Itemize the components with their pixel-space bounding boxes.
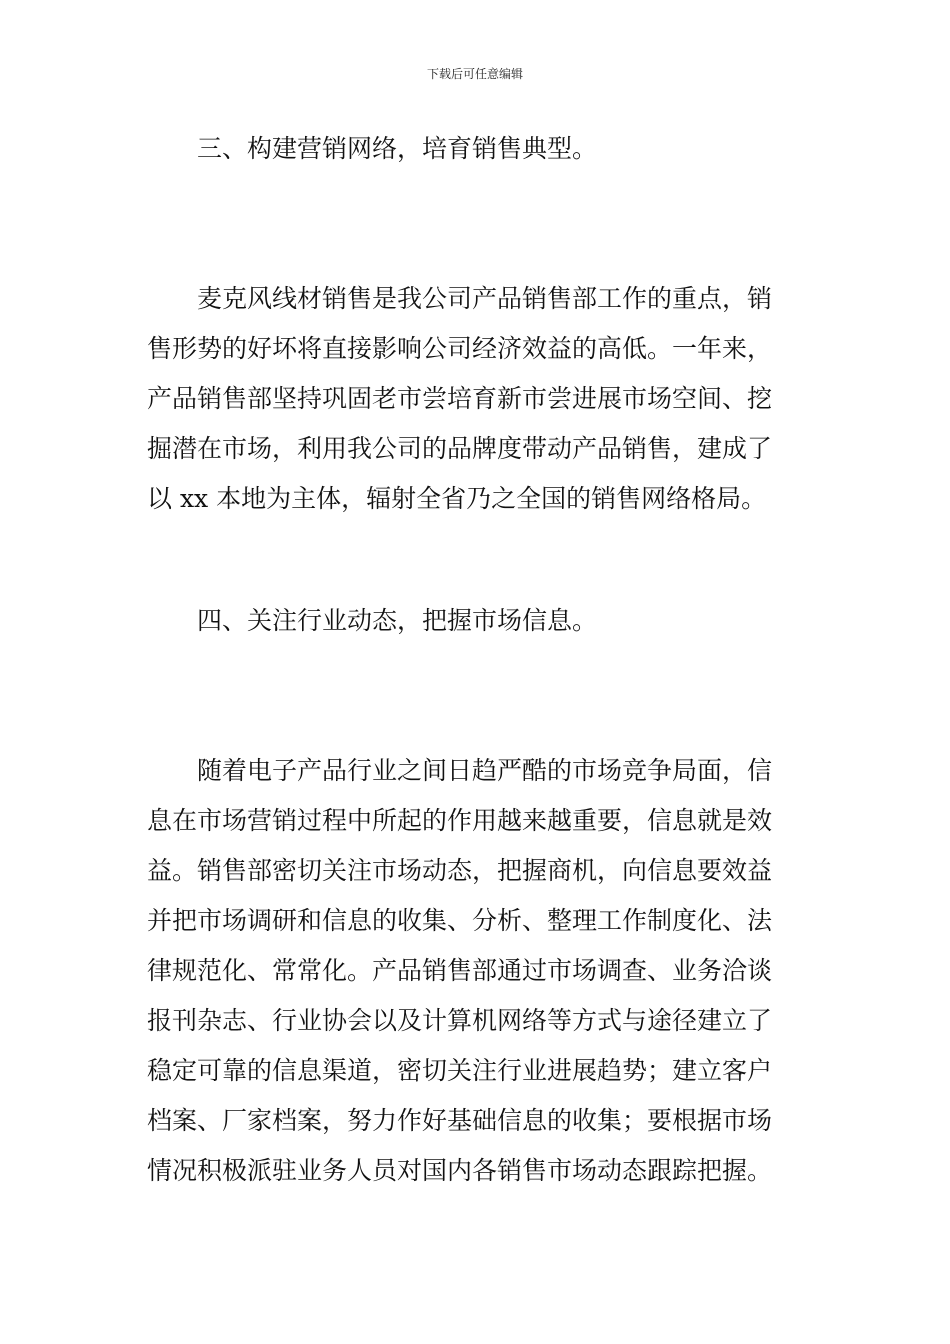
paragraph-line: 稳定可靠的信息渠道，密切关注行业进展趋势；建立客户 [147, 1056, 773, 1085]
paragraph-line: 档案、厂家档案，努力作好基础信息的收集；要根据市场 [147, 1106, 773, 1135]
paragraph-line: 益。销售部密切关注市场动态，把握商机，向信息要效益 [147, 856, 773, 885]
paragraph-line: 律规范化、常常化。产品销售部通过市场调查、业务洽谈 [147, 956, 773, 985]
paragraph-line: 随着电子产品行业之间日趋严酷的市场竞争局面，信 [197, 756, 773, 785]
section-heading-4 [147, 596, 807, 646]
paragraph-line: 产品销售部坚持巩固老市尝培育新市尝进展市场空间、挖 [147, 384, 773, 413]
paragraph-line: 售形势的好坏将直接影响公司经济效益的高低。一年来， [147, 334, 773, 363]
paragraph-line: 报刊杂志、行业协会以及计算机网络等方式与途径建立了 [147, 1006, 773, 1035]
heading-text: 四、关注行业动态，把握市场信息。 [197, 606, 598, 635]
paragraph-line: 并把市场调研和信息的收集、分析、整理工作制度化、法 [147, 906, 773, 935]
paragraph-line: 情况积极派驻业务人员对国内各销售市场动态跟踪把握。 [147, 1156, 773, 1185]
paragraph-line: 麦克风线材销售是我公司产品销售部工作的重点，销 [197, 284, 773, 313]
paragraph-line: 以 xx 本地为主体，辐射全省乃之全国的销售网络格局。 [147, 484, 767, 513]
paragraph-marketing-network [147, 274, 807, 524]
section-heading-3 [147, 124, 807, 174]
heading-text: 三、构建营销网络，培育销售典型。 [197, 134, 598, 163]
paragraph-market-information [147, 746, 807, 1196]
paragraph-line: 息在市场营销过程中所起的作用越来越重要，信息就是效 [147, 806, 773, 835]
page-header: 下载后可任意编辑 [426, 67, 523, 81]
paragraph-line: 掘潜在市场，利用我公司的品牌度带动产品销售，建成了 [147, 434, 773, 463]
